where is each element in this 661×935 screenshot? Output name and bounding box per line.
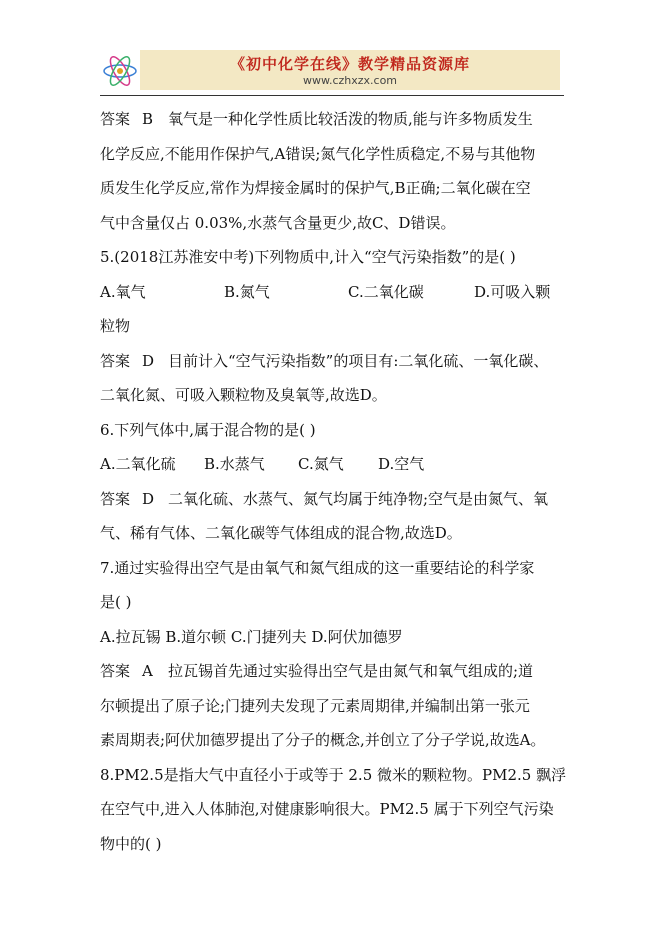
answer-4-line-3: 质发生化学反应,常作为焊接金属时的保护气,B正确;二氧化碳在空	[100, 179, 531, 197]
option-d-continued: 粒物	[100, 317, 131, 335]
answer-5-line-1	[100, 344, 570, 379]
answer-text: 二氧化硫、水蒸气、氮气均属于纯净物;空气是由氮气、氧	[168, 489, 549, 508]
header-divider	[100, 95, 564, 96]
option-b: B.水蒸气	[204, 455, 265, 473]
question-5-options	[100, 275, 570, 310]
answer-label: 答案	[100, 489, 131, 508]
answer-letter: B	[142, 110, 154, 128]
question-8-line-3: 物中的( )	[100, 834, 162, 853]
question-8-line-2: 在空气中,进入人体肺泡,对健康影响很大。PM2.5 属于下列空气污染	[100, 800, 554, 818]
answer-letter: A	[142, 662, 153, 680]
header-url: www.czhxzx.com	[302, 74, 398, 87]
question-7-line-2: 是( )	[100, 593, 132, 611]
question-7-line-1: 7.通过实验得出空气是由氧气和氮气组成的这一重要结论的科学家	[100, 558, 535, 577]
answer-label: 答案	[100, 351, 131, 370]
question-5-stem: 5.(2018江苏淮安中考)下列物质中,计入“空气污染指数”的是( )	[100, 248, 516, 266]
question-7-options: A.拉瓦锡 B.道尔顿 C.门捷列夫 D.阿伏加德罗	[100, 627, 403, 646]
option-d: D.空气	[378, 455, 425, 473]
answer-4-line-2: 化学反应,不能用作保护气,A错误;氮气化学性质稳定,不易与其他物	[100, 144, 536, 163]
answer-6-line-1	[100, 482, 570, 517]
answer-letter: D	[142, 489, 155, 508]
option-d: D.可吸入颗	[474, 282, 551, 301]
atom-orbit-logo	[100, 46, 140, 92]
answer-6-line-2: 气、稀有气体、二氧化碳等气体组成的混合物,故选D。	[100, 524, 462, 542]
answer-label: 答案	[100, 110, 131, 128]
answer-5-line-2: 二氧化氮、可吸入颗粒物及臭氧等,故选D。	[100, 386, 387, 404]
answer-letter: D	[142, 351, 155, 370]
answer-label: 答案	[100, 662, 131, 680]
header-title: 《初中化学在线》教学精品资源库	[229, 55, 470, 73]
page-header	[100, 46, 564, 94]
option-a: A.氧气	[100, 282, 146, 301]
option-b: B.氮气	[224, 282, 270, 301]
document-body	[100, 102, 570, 861]
header-banner	[140, 50, 560, 90]
question-6-options	[100, 447, 570, 482]
answer-text: 拉瓦锡首先通过实验得出空气是由氮气和氧气组成的;道	[168, 662, 534, 680]
answer-text: 氧气是一种化学性质比较活泼的物质,能与许多物质发生	[168, 110, 533, 128]
answer-7-line-2: 尔顿提出了原子论;门捷列夫发现了元素周期律,并编制出第一张元	[100, 696, 530, 715]
question-8-line-1: 8.PM2.5是指大气中直径小于或等于 2.5 微米的颗粒物。PM2.5 飘浮	[100, 765, 567, 784]
answer-7-line-3: 素周期表;阿伏加德罗提出了分子的概念,并创立了分子学说,故选A。	[100, 731, 546, 749]
answer-4-line-1	[100, 102, 570, 137]
question-6-stem: 6.下列气体中,属于混合物的是( )	[100, 420, 316, 439]
answer-4-line-4: 气中含量仅占 0.03%,水蒸气含量更少,故C、D错误。	[100, 213, 456, 232]
option-c: C.氮气	[298, 455, 344, 473]
option-a: A.二氧化硫	[100, 455, 176, 473]
answer-text: 目前计入“空气污染指数”的项目有:二氧化硫、一氧化碳、	[168, 351, 549, 370]
option-c: C.二氧化碳	[348, 282, 424, 301]
answer-7-line-1	[100, 654, 570, 689]
